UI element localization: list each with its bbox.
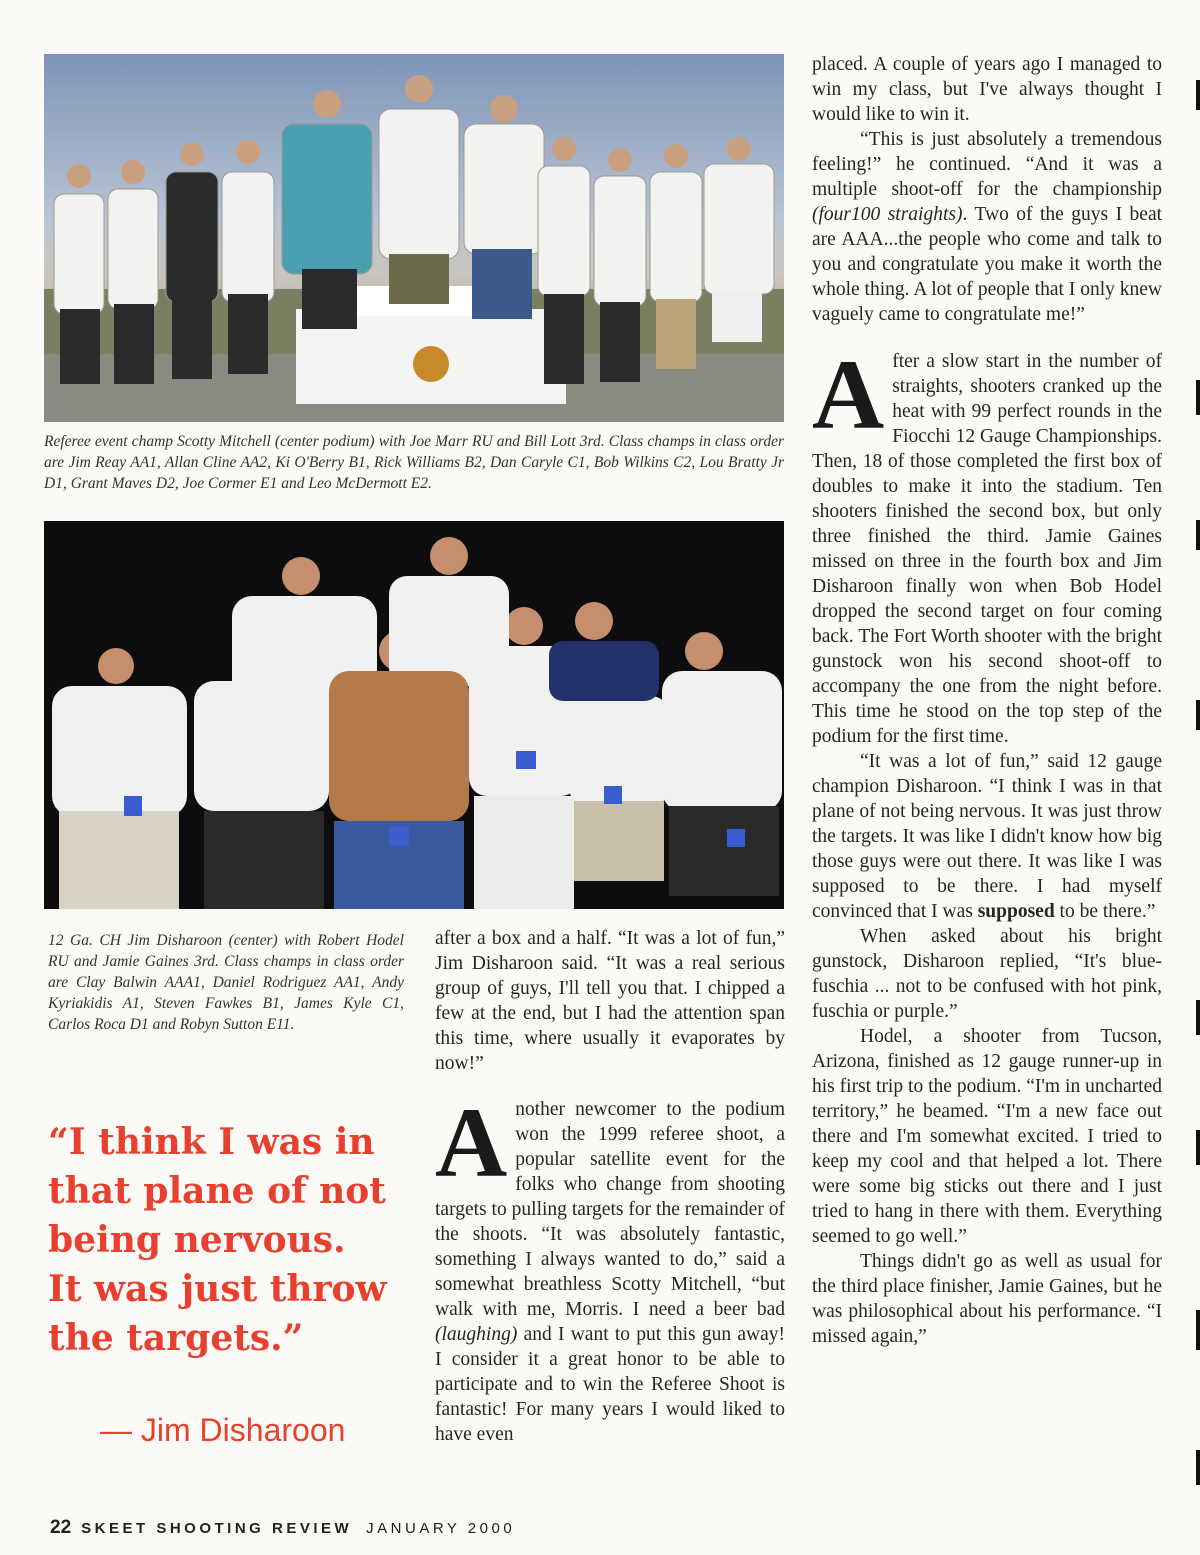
middle-column bbox=[435, 926, 785, 1447]
right-paragraph-3-text: fter a slow start in the number of straights, shooters cranked up the heat with 99 perfect rounds in the Fiocchi 12 Gauge Championships. Then, 18 of those completed the first box of doubles to make it into the stadium. Ten shooters finished the second box, but only three finished the third. Jamie Gaines missed on three in the fourth box and Jim Disharoon finally won when Bob Hodel dropped the second target on four coming back. The Fort Worth shooter with the bright gunstock won his second shoot-off to accompany the one from the night before. This time he stood on the top step of the podium for the first time. bbox=[812, 351, 1162, 747]
photo2-caption: 12 Ga. CH Jim Disharoon (center) with Robert Hodel RU and Jamie Gaines 3rd. Class champs in class order are Clay Balwin AAA1, Daniel Rodriguez AA1, Andy Kyriakidis A1, Steven Fawkes B1, James Kyle C1, Carlos Roca D1 and Robyn Sutton E11. bbox=[48, 932, 404, 1033]
page-edge-mark bbox=[1196, 1000, 1200, 1035]
group-photo-night-icon bbox=[44, 521, 784, 909]
right-paragraph-4 bbox=[812, 749, 1162, 924]
right-paragraph-5: When asked about his bright gunstock, Disharoon replied, “It's blue-fuschia ... not to be confused with hot pink, fuschia or purple.” bbox=[812, 926, 1162, 1022]
middle-paragraph-2-italic: (laughing) bbox=[435, 1324, 518, 1345]
page-edge-mark bbox=[1196, 1310, 1200, 1350]
middle-paragraph-1: after a box and a half. “It was a lot of fun,” Jim Disharoon said. “It was a real serious group of guys, I'll tell you that. I chipped a few at the end, but I had the attention span this time, where usually it evaporates by now!” bbox=[435, 928, 785, 1074]
right-paragraph-1: placed. A couple of years ago I managed to win my class, but I've always thought I would like to win it. bbox=[812, 54, 1162, 125]
page-edge-mark bbox=[1196, 380, 1200, 415]
drop-cap-2: A bbox=[812, 339, 885, 450]
page-edge-mark bbox=[1196, 1130, 1200, 1165]
page-edge-mark bbox=[1196, 1450, 1200, 1485]
middle-paragraph-2 bbox=[435, 1087, 785, 1447]
right-paragraph-4-text-b: to be there.” bbox=[1054, 901, 1156, 922]
right-paragraph-2-text-a: “This is just absolutely a tremendous feeling!” he continued. “And it was a multiple shoot-off for the championship bbox=[812, 129, 1162, 200]
right-paragraph-4-text-a: “It was a lot of fun,” said 12 gauge champion Disharoon. “I think I was in that plane of not being nervous. It was just throw the targets. It was like I didn't know how big those guys were out there. It was like I was supposed to be there. I had myself convinced that I was bbox=[812, 751, 1162, 922]
photo1-caption: Referee event champ Scotty Mitchell (center podium) with Joe Marr RU and Bill Lott 3rd. Class champs in class order are Jim Reay AA1, Allan Cline AA2, Ki O'Berry B1, Rick Williams B2, Dan Caryle C1, Bob Wilkins C2, Lou Bratty Jr D1, Grant Maves D2, Joe Cormer E1 and Leo McDermott E2. bbox=[44, 433, 784, 492]
page-number: 22 bbox=[50, 1517, 72, 1538]
photo-night-group bbox=[44, 521, 784, 909]
magazine-title: SKEET SHOOTING REVIEW bbox=[81, 1520, 353, 1537]
right-paragraph-4-bold: supposed bbox=[977, 901, 1055, 922]
middle-paragraph-2-text-a: nother newcomer to the podium won the 1999 referee shoot, a popular satellite event for the folks who change from shooting targets to pulling targets for the remainder of the shoots. “It was absolutely fantastic, something I always wanted to do,” said a somewhat breathless Scotty Mitchell, “but walk with me, Morris. I need a beer bad bbox=[435, 1099, 785, 1320]
group-photo-podium-icon bbox=[44, 54, 784, 422]
issue-date: JANUARY 2000 bbox=[366, 1520, 516, 1537]
right-paragraph-7: Things didn't go as well as usual for the third place finisher, Jamie Gaines, but he was philosophical about his performance. “I missed again,” bbox=[812, 1251, 1162, 1347]
right-column bbox=[812, 52, 1162, 1349]
page-edge-mark bbox=[1196, 80, 1200, 110]
right-paragraph-2-italic: (four100 straights) bbox=[812, 204, 963, 225]
photo-podium-group bbox=[44, 54, 784, 422]
pull-quote: “I think I was in that plane of not being nervous. It was just throw the targets.” bbox=[48, 1121, 387, 1359]
page-footer bbox=[50, 1517, 515, 1539]
right-paragraph-2-text-b: . Two of the guys I beat are AAA...the people who come and talk to you and congratulate you make it worth the whole thing. A lot of people that I only knew vaguely came to congratulate me!” bbox=[812, 204, 1163, 325]
middle-paragraph-2-text-b: and I want to put this gun away! I consider it a great honor to be able to participate and to win the Referee Shoot is fantastic! For many years I would liked to have even bbox=[435, 1324, 785, 1445]
page-edge-mark bbox=[1196, 700, 1200, 730]
page-edge-mark bbox=[1196, 520, 1200, 550]
right-paragraph-3 bbox=[812, 339, 1162, 749]
drop-cap: A bbox=[435, 1087, 508, 1198]
right-paragraph-6: Hodel, a shooter from Tucson, Arizona, finished as 12 gauge runner-up in his first trip to the podium. “I'm in uncharted territory,” he beamed. “I'm a new face out there and I'm somewhat excited. I tried to keep my cool and that helped a lot. There were some big sticks out there and I just tried to hang in there with them. Everything seemed to go well.” bbox=[812, 1026, 1162, 1247]
pull-quote-attribution: — Jim Disharoon bbox=[100, 1412, 346, 1448]
right-paragraph-2 bbox=[812, 127, 1162, 327]
